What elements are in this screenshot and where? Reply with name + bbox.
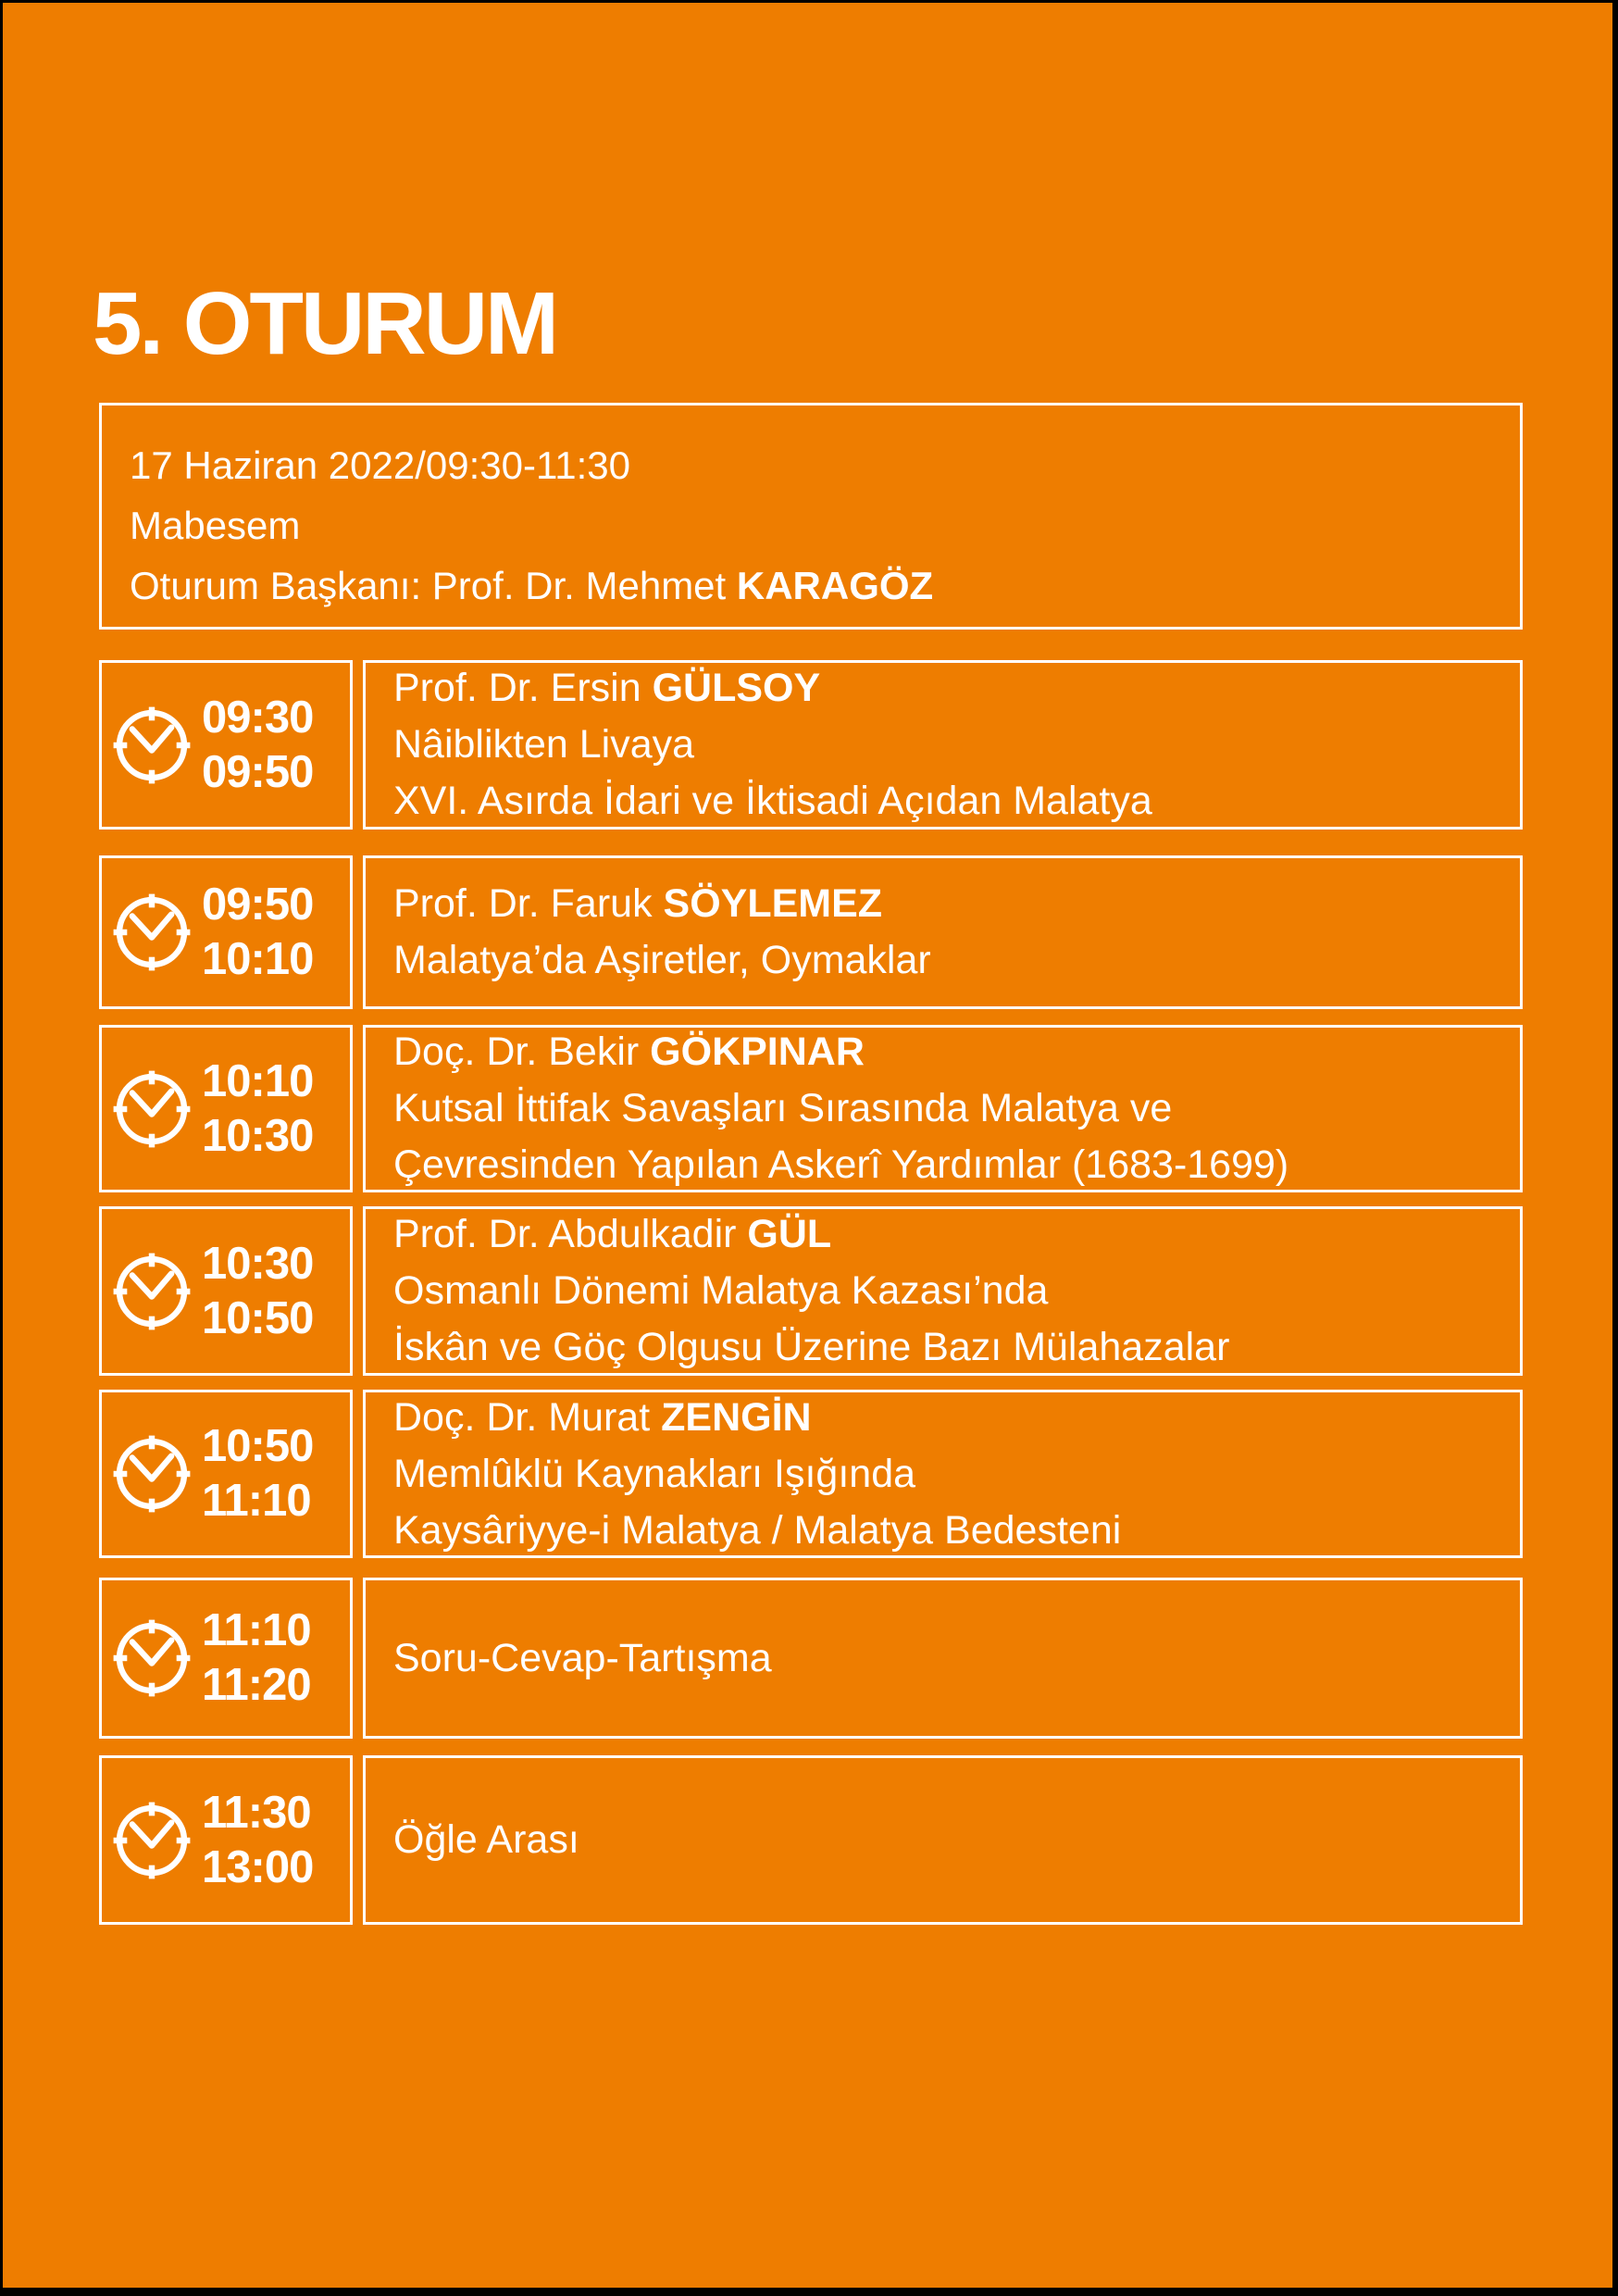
time-start: 09:30 [202, 692, 314, 742]
session-content-box [363, 1755, 1523, 1925]
time-start: 10:30 [202, 1238, 314, 1289]
speaker-title-name: Doç. Dr. Murat [393, 1394, 662, 1440]
session-venue: Mabesem [130, 504, 301, 547]
speaker-line [393, 876, 1520, 932]
time-slot-box [99, 1025, 353, 1192]
time-range [202, 1237, 313, 1346]
time-slot-box [99, 1755, 353, 1925]
session-content-box [363, 1206, 1523, 1376]
time-slot-box [99, 1206, 353, 1376]
session-text-line: Çevresinden Yapılan Askerî Yardımlar (1683-1699) [393, 1142, 1289, 1187]
speaker-surname: GÜLSOY [652, 666, 821, 710]
time-start: 10:10 [202, 1055, 314, 1106]
session-text-line: Memlûklü Kaynakları Işığında [393, 1451, 916, 1496]
session-text-line: Nâiblikten Livaya [393, 722, 695, 767]
time-start: 09:50 [202, 880, 314, 930]
clock-icon [109, 1431, 194, 1516]
speaker-title-name: Prof. Dr. Faruk [393, 881, 664, 926]
session-text-line: Kaysâriyye-i Malatya / Malatya Bedesteni [393, 1507, 1122, 1553]
time-start: 11:10 [202, 1605, 311, 1655]
clock-icon [109, 703, 194, 788]
schedule-row [99, 660, 1523, 830]
session-datetime: 17 Haziran 2022/09:30-11:30 [130, 443, 630, 487]
speaker-line [393, 660, 1520, 717]
speaker-line [393, 1390, 1520, 1446]
clock-icon [109, 1616, 194, 1701]
schedule-row [99, 1206, 1523, 1376]
speaker-title-name: Prof. Dr. Abdulkadir [393, 1212, 748, 1256]
clock-icon [109, 1249, 194, 1334]
schedule-row [99, 1578, 1523, 1739]
time-range [202, 1603, 311, 1713]
time-slot-box [99, 1578, 353, 1739]
time-end: 11:10 [202, 1476, 311, 1526]
time-end: 13:00 [202, 1841, 314, 1892]
session-text-line: Malatya’da Aşiretler, Oymaklar [393, 938, 931, 982]
speaker-line [393, 1024, 1520, 1080]
clock-icon [109, 1067, 194, 1152]
clock-icon [109, 890, 194, 975]
session-content-box [363, 1578, 1523, 1739]
session-text-line: Öğle Arası [393, 1817, 579, 1862]
time-slot-box [99, 660, 353, 830]
time-slot-box [99, 855, 353, 1009]
time-end: 10:30 [202, 1110, 314, 1161]
time-range [202, 878, 313, 987]
clock-icon [109, 1798, 194, 1883]
session-chair-prefix: Oturum Başkanı: Prof. Dr. Mehmet [130, 564, 737, 607]
session-text-line: Soru-Cevap-Tartışma [393, 1635, 772, 1680]
session-chair-surname: KARAGÖZ [736, 564, 934, 607]
time-range [202, 1054, 313, 1164]
time-end: 10:50 [202, 1292, 314, 1343]
time-end: 10:10 [202, 934, 314, 984]
time-end: 11:20 [202, 1660, 311, 1710]
session-content-box [363, 1025, 1523, 1192]
time-range [202, 691, 313, 800]
time-slot-box [99, 1390, 353, 1558]
schedule [3, 3, 1612, 2288]
speaker-title-name: Prof. Dr. Ersin [393, 666, 653, 710]
session-content-box [363, 1390, 1523, 1558]
speaker-surname: ZENGİN [661, 1394, 812, 1440]
speaker-title-name: Doç. Dr. Bekir [393, 1029, 651, 1074]
speaker-surname: SÖYLEMEZ [663, 881, 883, 926]
session-text-line: Kutsal İttifak Savaşları Sırasında Malatya ve [393, 1086, 1173, 1130]
schedule-row [99, 855, 1523, 1009]
speaker-surname: GÖKPINAR [650, 1029, 865, 1074]
schedule-row [99, 1755, 1523, 1925]
speaker-surname: GÜL [747, 1212, 832, 1256]
time-range [202, 1419, 313, 1529]
session-text-line: XVI. Asırda İdari ve İktisadi Açıdan Malatya [393, 779, 1152, 823]
schedule-row [99, 1025, 1523, 1192]
time-end: 09:50 [202, 746, 314, 797]
time-range [202, 1786, 313, 1895]
speaker-line [393, 1206, 1520, 1263]
session-text-line: Osmanlı Dönemi Malatya Kazası’nda [393, 1268, 1049, 1313]
session-content-box [363, 855, 1523, 1009]
page-title: 5. OTURUM [93, 274, 556, 373]
time-start: 11:30 [202, 1787, 311, 1838]
schedule-row [99, 1390, 1523, 1558]
session-text-line: İskân ve Göç Olgusu Üzerine Bazı Mülahazalar [393, 1325, 1230, 1369]
time-start: 10:50 [202, 1421, 314, 1471]
session-content-box [363, 660, 1523, 830]
